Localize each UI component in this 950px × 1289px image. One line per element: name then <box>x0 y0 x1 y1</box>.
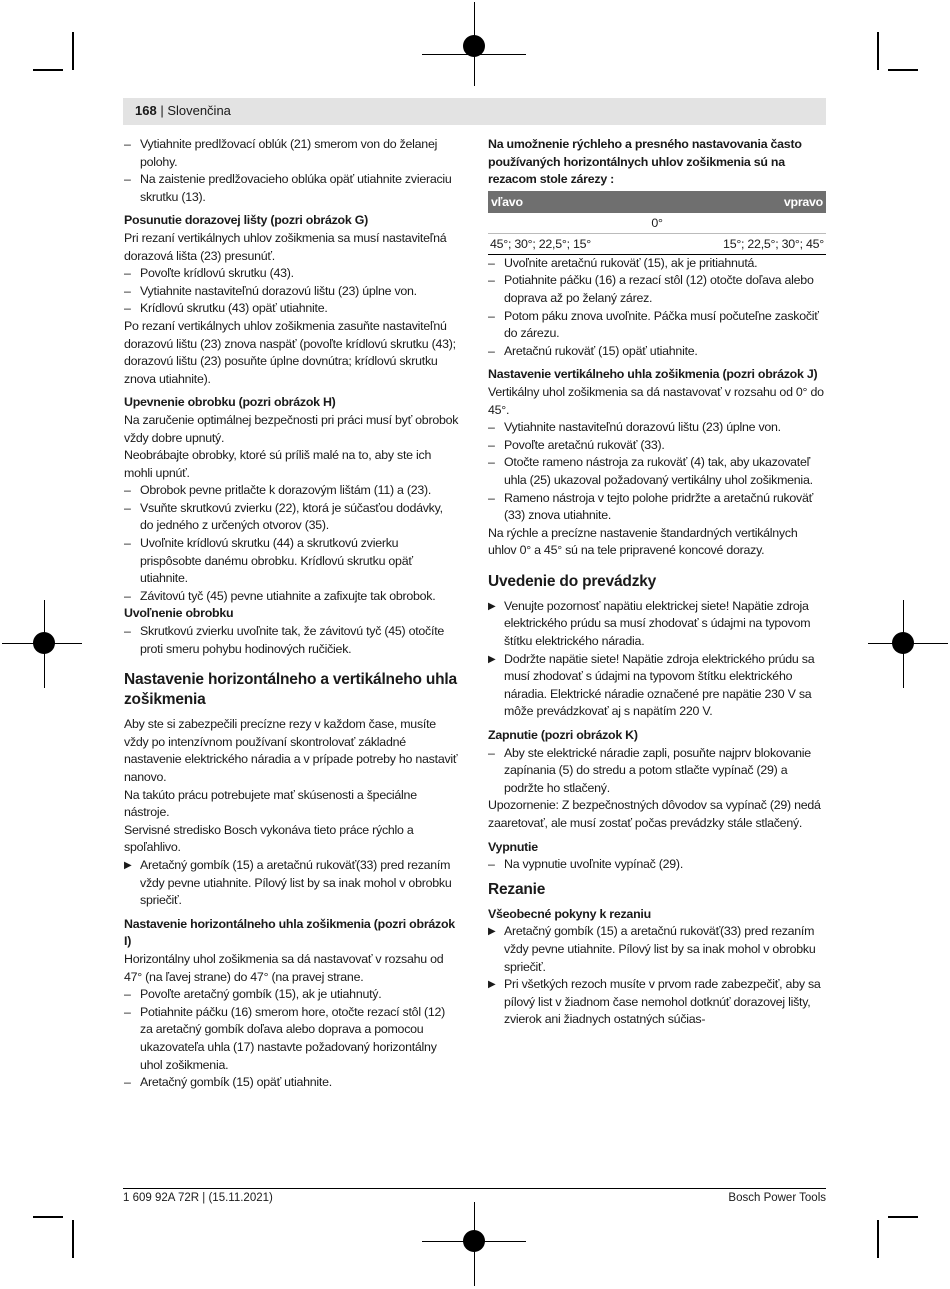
paragraph: Horizontálny uhol zošikmenia sa dá nastavovať v rozsahu od 47° (na ľavej strane) do 47° (na pravej strane. <box>124 951 444 984</box>
paragraph: Na takúto prácu potrebujete mať skúsenosti a špeciálne nástroje. <box>124 787 417 820</box>
right-column <box>488 136 826 1029</box>
dash-list-item: – Skrutkovú zvierku uvoľnite tak, že závitovú tyč (45) otočíte proti smeru pohybu hodinových ručičiek. <box>124 623 459 658</box>
crop-mark <box>33 69 63 71</box>
dash-list-item: – Potiahnite páčku (16) smerom hore, otočte rezací stôl (12) za aretačný gombík doľava alebo doprava a pomocou ukazovateľa uhla (17) nastavte požadovaný horizontálny uhol zošikmenia. <box>124 1004 459 1074</box>
dash-list-item: – Vytiahnite nastaviteľnú dorazovú lištu (23) úplne von. <box>488 419 826 437</box>
registration-target <box>463 35 485 57</box>
registration-target <box>33 632 55 654</box>
registration-target <box>892 632 914 654</box>
page-header <box>123 98 826 125</box>
crop-mark <box>877 1220 879 1258</box>
table-header-row <box>488 191 826 213</box>
subsection-heading: Uvoľnenie obrobku <box>124 606 234 621</box>
header-separator: | <box>156 103 168 118</box>
notch-table <box>488 191 826 255</box>
crop-mark <box>888 1216 918 1218</box>
header-language: Slovenčina <box>167 103 231 118</box>
paragraph: Aby ste si zabezpečili precízne rezy v každom čase, musíte vždy po intenzívnom používaní skontrolovať základné nastavenie elektrického náradia a v prípade potreby ho nastaviť nanovo. <box>124 717 458 784</box>
paragraph: Na zaručenie optimálnej bezpečnosti pri práci musí byť obrobok vždy dobre upnutý. <box>124 412 459 445</box>
dash-list-item: – Povoľte aretačný gombík (15), ak je utiahnutý. <box>124 986 459 1004</box>
crop-mark <box>72 32 74 70</box>
dash-list-item: – Uvoľnite krídlovú skrutku (44) a skrutkovú zvierku prispôsobte danému obrobku. Krídlovú skrutku opäť utiahnite. <box>124 535 459 588</box>
dash-list-item: – Vsuňte skrutkovú zvierku (22), ktorá je súčasťou dodávky, do jedného z určených otvorov (35). <box>124 500 459 535</box>
dash-list-item: – Vytiahnite nastaviteľnú dorazovú lištu (23) úplne von. <box>124 283 459 301</box>
section-heading: Rezanie <box>488 880 546 898</box>
dash-list-item: – Aby ste elektrické náradie zapli, posuňte najprv blokovanie zapínania (5) do stredu a potom stlačte vypínač (29) a podržte ho stlačený. <box>488 745 826 798</box>
dash-list-item: – Aretačnú rukoväť (15) opäť utiahnite. <box>488 343 826 361</box>
warning-item: ▶ Aretačný gombík (15) a aretačnú rukoväť(33) pred rezaním vždy pevne utiahnite. Pílový list by sa inak mohol v obrobku spriečiť. <box>124 857 459 910</box>
left-column <box>124 136 459 1092</box>
warning-item: ▶ Dodržte napätie siete! Napätie zdroja elektrického prúdu sa musí zhodovať s údajmi na typovom štítku elektrického náradia. Elektrické náradie označené pre napätie 230 V sa môže prevádzkovať aj s napätím 220 V. <box>488 651 826 721</box>
table-cell-right: 15°; 22,5°; 30°; 45° <box>723 236 824 251</box>
table-header-right: vpravo <box>783 194 823 209</box>
footer-doc-id: 1 609 92A 72R | (15.11.2021) <box>123 1192 273 1204</box>
dash-list-item: – Závitovú tyč (45) pevne utiahnite a zafixujte tak obrobok. <box>124 588 459 606</box>
dash-list-item: – Obrobok pevne pritlačte k dorazovým lištám (11) a (23). <box>124 482 459 500</box>
dash-list-item: – Rameno nástroja v tejto polohe pridržte a aretačnú rukoväť (33) znova utiahnite. <box>488 490 826 525</box>
table-header-left: vľavo <box>491 194 523 209</box>
intro-paragraph: Na umožnenie rýchleho a presného nastavovania často používaných horizontálnych uhlov zošikmenia sú na rezacom stole zárezy : <box>488 137 802 187</box>
subsection-heading: Nastavenie horizontálneho uhla zošikmenia (pozri obrázok I) <box>124 916 455 949</box>
subsection-heading: Posunutie dorazovej lišty (pozri obrázok G) <box>124 213 368 228</box>
warning-item: ▶ Venujte pozornosť napätiu elektrickej siete! Napätie zdroja elektrického prúdu sa musí zhodovať s údajmi na typovom štítku elektrického náradia. <box>488 598 826 651</box>
subsection-heading: Nastavenie vertikálneho uhla zošikmenia (pozri obrázok J) <box>488 367 818 382</box>
footer-brand: Bosch Power Tools <box>728 1192 826 1204</box>
section-heading: Nastavenie horizontálneho a vertikálneho uhla zošikmenia <box>124 671 457 709</box>
dash-list-item: – Na zaistenie predlžovacieho oblúka opäť utiahnite zvieraciu skrutku (13). <box>124 171 459 206</box>
section-heading: Uvedenie do prevádzky <box>488 572 657 590</box>
dash-list-item: – Povoľte krídlovú skrutku (43). <box>124 265 459 283</box>
registration-target <box>463 1230 485 1252</box>
crop-mark <box>72 1220 74 1258</box>
dash-list-item: – Potom páku znova uvoľnite. Páčka musí počuteľne zaskočiť do zárezu. <box>488 308 826 343</box>
dash-list-item: – Povoľte aretačnú rukoväť (33). <box>488 437 826 455</box>
dash-list-item: – Potiahnite páčku (16) a rezací stôl (12) otočte doľava alebo doprava až po želaný zárez. <box>488 272 826 307</box>
subsection-heading: Upevnenie obrobku (pozri obrázok H) <box>124 395 336 410</box>
subsection-heading: Vypnutie <box>488 839 538 854</box>
dash-list-item: – Na vypnutie uvoľnite vypínač (29). <box>488 856 826 874</box>
subsection-heading: Všeobecné pokyny k rezaniu <box>488 906 651 921</box>
crop-mark <box>877 32 879 70</box>
paragraph: Servisné stredisko Bosch vykonáva tieto práce rýchlo a spoľahlivo. <box>124 822 414 855</box>
table-row-center: 0° <box>488 213 826 234</box>
dash-list-item: – Otočte rameno nástroja za rukoväť (4) tak, aby ukazovateľ uhla (25) ukazoval požadovaný vertikálny uhol zošikmenia. <box>488 454 826 489</box>
crop-mark <box>888 69 918 71</box>
subsection-heading: Zapnutie (pozri obrázok K) <box>488 728 638 743</box>
paragraph: Vertikálny uhol zošikmenia sa dá nastavovať v rozsahu od 0° do 45°. <box>488 384 824 417</box>
table-row-values <box>488 234 826 255</box>
page-footer <box>123 1188 826 1204</box>
warning-item: ▶ Aretačný gombík (15) a aretačnú rukoväť(33) pred rezaním vždy pevne utiahnite. Pílový list by sa inak mohol v obrobku spriečiť. <box>488 923 826 976</box>
dash-list-item: – Aretačný gombík (15) opäť utiahnite. <box>124 1074 459 1092</box>
dash-list-item: – Vytiahnite predlžovací oblúk (21) smerom von do želanej polohy. <box>124 136 459 171</box>
paragraph: Upozornenie: Z bezpečnostných dôvodov sa vypínač (29) nedá zaaretovať, ale musí zostať počas prevádzky stále stlačený. <box>488 798 821 830</box>
warning-item: ▶ Pri všetkých rezoch musíte v prvom rade zabezpečiť, aby sa pílový list v žiadnom čase nemohol dotknúť dorazovej lišty, zvierok ani žiadnych ostatných súčias- <box>488 976 826 1029</box>
paragraph: Pri rezaní vertikálnych uhlov zošikmenia sa musí nastaviteľná dorazová lišta (23) presunúť. <box>124 230 447 263</box>
table-cell-left: 45°; 30°; 22,5°; 15° <box>490 236 591 251</box>
dash-list-item: – Krídlovú skrutku (43) opäť utiahnite. <box>124 300 459 318</box>
crop-mark <box>33 1216 63 1218</box>
dash-list-item: – Uvoľnite aretačnú rukoväť (15), ak je pritiahnutá. <box>488 255 826 273</box>
page-number: 168 <box>135 103 157 118</box>
paragraph: Neobrábajte obrobky, ktoré sú príliš malé na to, aby ste ich mohli upnúť. <box>124 448 432 480</box>
paragraph: Po rezaní vertikálnych uhlov zošikmenia zasuňte nastaviteľnú dorazovú lištu (23) znova naspäť (povoľte krídlovú skrutku (43); dorazovú lištu (23) posuňte úplne dovnútra; krídlovú skrutku znova utiahnite). <box>124 318 456 386</box>
paragraph: Na rýchle a precízne nastavenie štandardných vertikálnych uhlov 0° a 45° sú na tele pripravené koncové dorazy. <box>488 525 798 558</box>
